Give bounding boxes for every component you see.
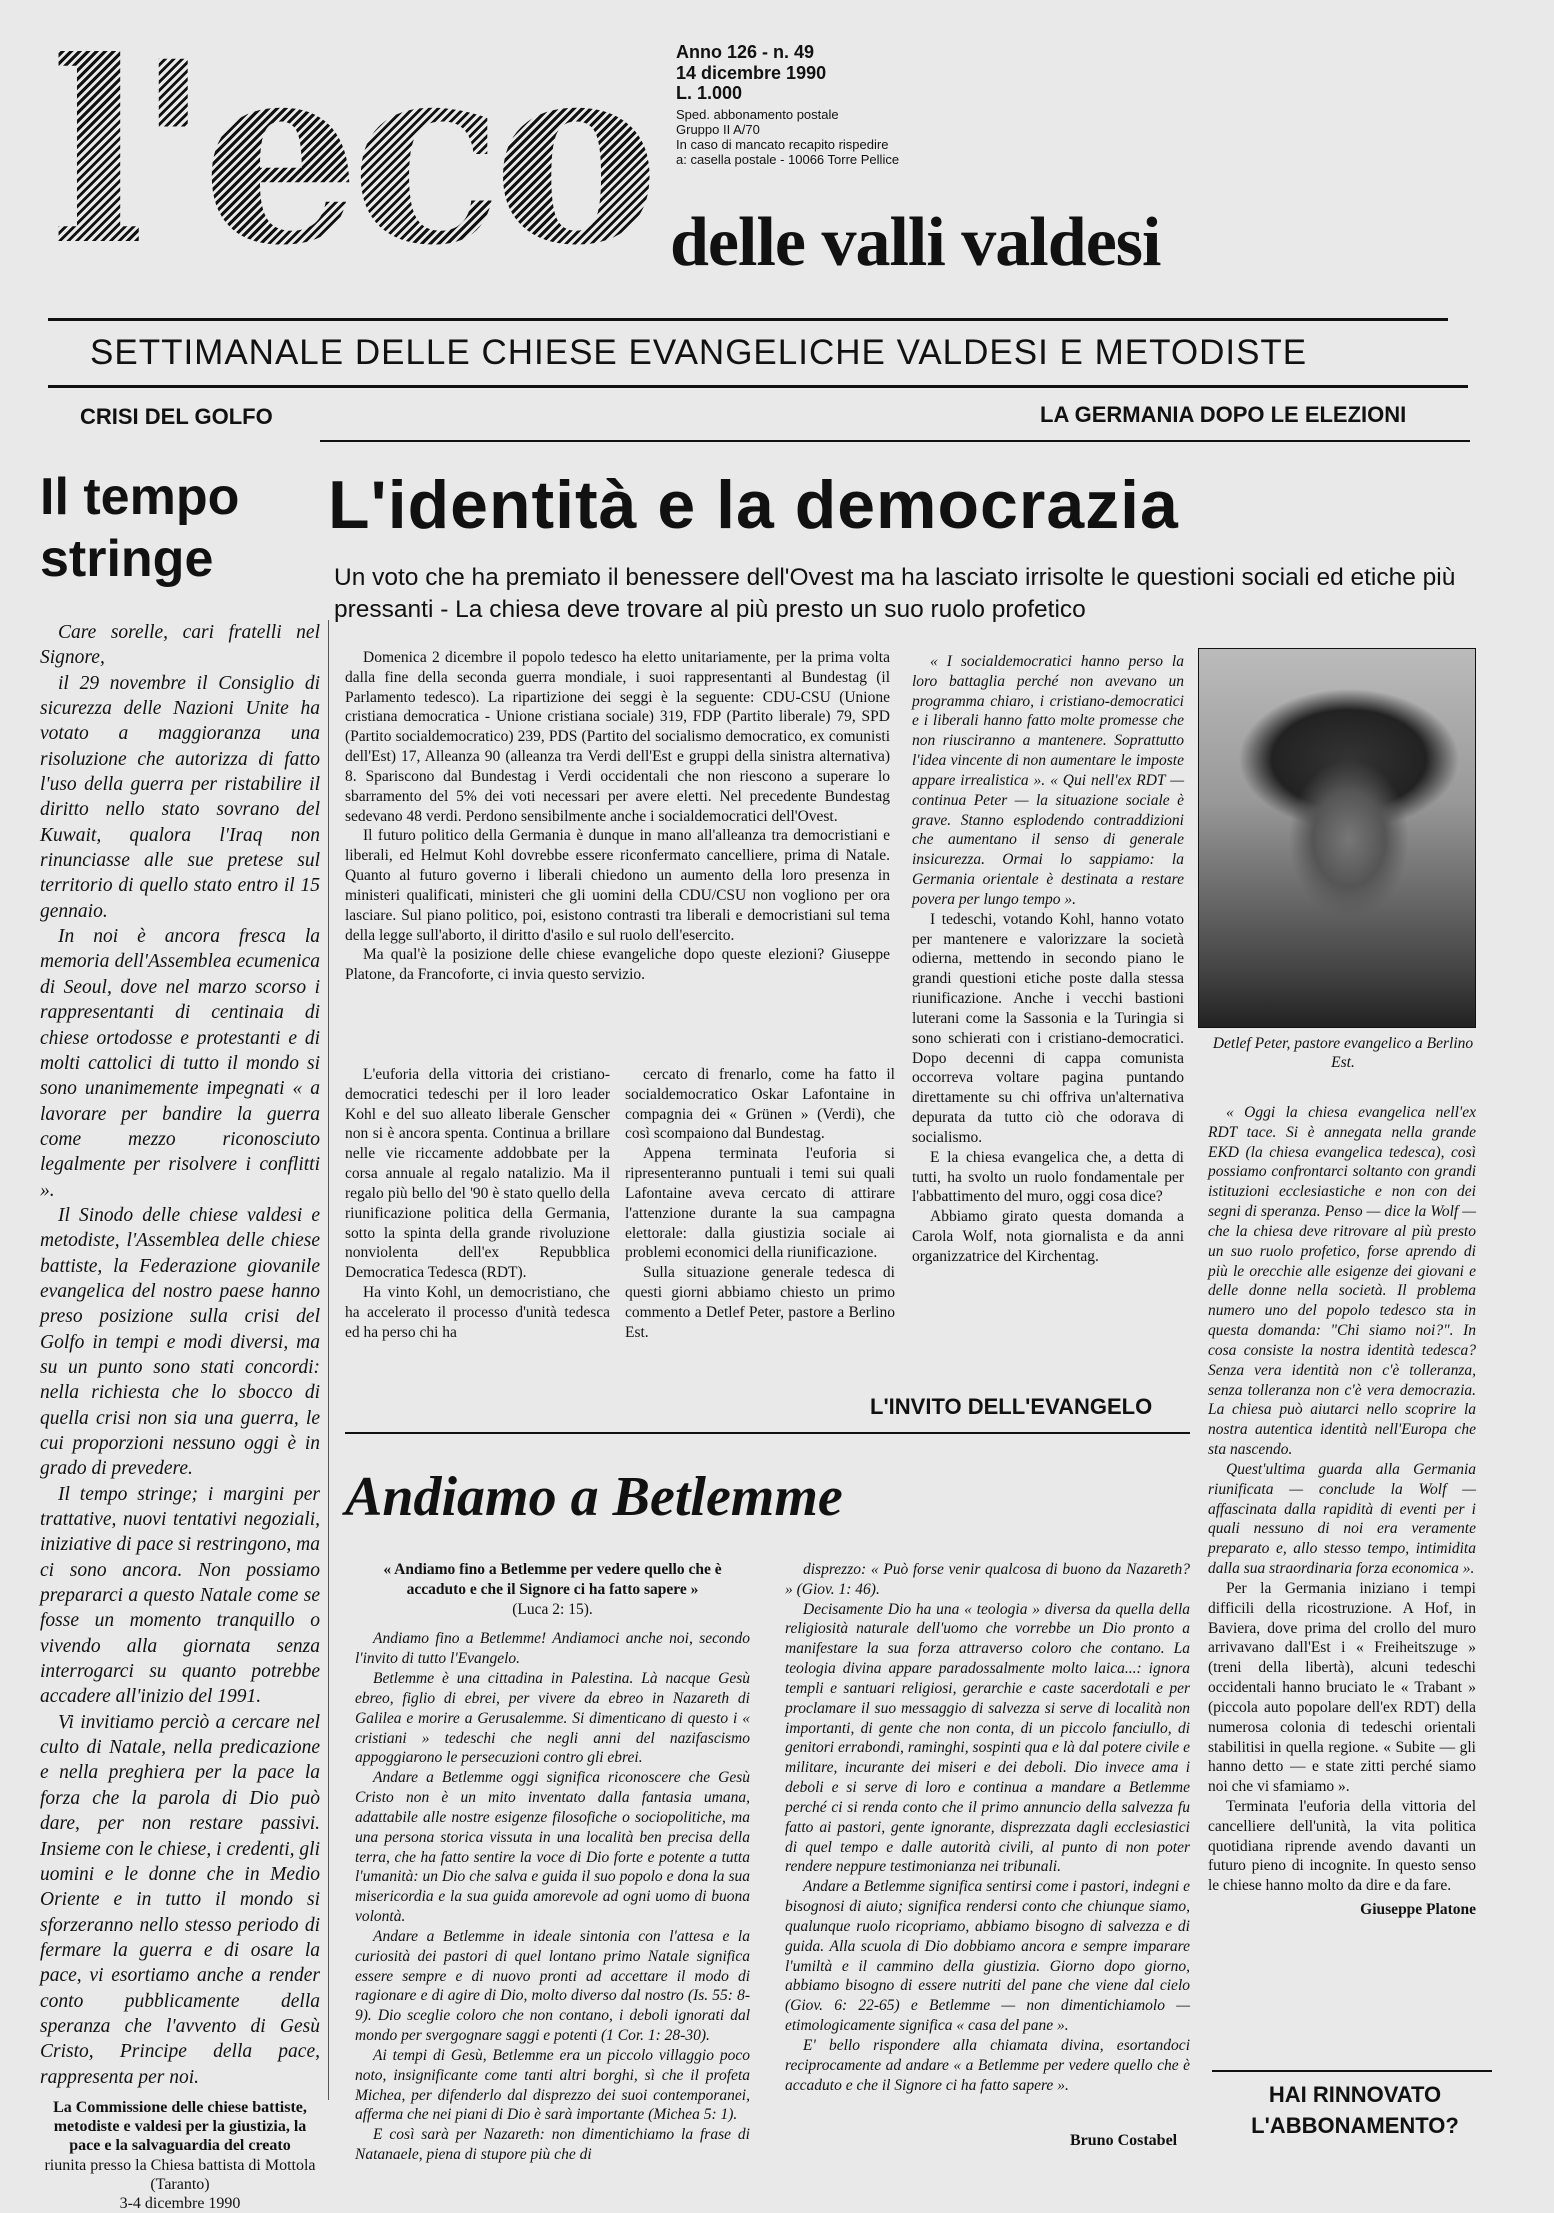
left-kicker: CRISI DEL GOLFO [80, 404, 273, 429]
main-author: Giuseppe Platone [1360, 1901, 1476, 1919]
betlemme-col-b: disprezzo: « Può forse venir qualcosa di buono da Nazareth? » (Giov. 1: 46). Decisamente Dio ha una « teologia » diversa da quella della religiosità naturale dell'uomo che vorrebbe un Dio pronto a manifestare la sua forza attraverso coloro che contano. La teologia divina appare paradossalmente molto laica...: ignora templi e santuari religiosi, gerarchie e caste sacerdotali e per proclamare il suo messaggio di salvezza si serve di località non importanti, di gente che non conta, di un piccolo fanciullo, di genitori errabondi, raminghi, sospinti qua e là dal potere civile e militare, incurante dei miseri e dei deboli. Dio invece ama i deboli e si serve di loro e continua a mandare a Betlemme perché ci si renda conto che il primo annuncio della salvezza fu fatto ai pastori, gente ignorante, disprezzata dagli ecclesiastici di quel tempo e dalle autorità civili, al punto di non poter rendere neppure testimonianza nei tribunali. Andare a Betlemme significa sentirsi come i pastori, indegni e bisognosi di aiuto; significa rendersi conto che chiunque siamo, qualunque ruolo ricopriamo, abbiamo bisogno di salvezza e di guida. Alla scuola di Dio dobbiamo ancora e sempre imparare l'umiltà e il cammino della giustizia. Giorno dopo giorno, abbiamo bisogno di essere nutriti del pane che viene dal cielo (Giov. 6: 22-65) e Betlemme — non dimentichiamolo — etimologicamente significa « casa del pane ». E' bello rispondere alla chiamata divina, esortandoci reciprocamente ad andare « a Betlemme per vedere quello che è accaduto e che il Signore ci ha fatto sapere ». [785, 1561, 1190, 2094]
postal-line-2: Gruppo II A/70 [676, 122, 760, 137]
main-title: L'identità e la democrazia [328, 467, 1179, 543]
kicker-rule [320, 440, 1470, 442]
main-intro: Domenica 2 dicembre il popolo tedesco ha eletto unitariamente, per la prima volta dalla fine della seconda guerra mondiale, i suoi rappresentanti al Bundestag (il Parlamento tedesco). La ripartizione dei seggi è la seguente: CDU-CSU (Unione cristiana democratica - Unione cristiana sociale) 319, FDP (Partito liberale) 79, SPD (Partito socialdemocratico) 239, PDS (Partito del socialismo democratico, ex comunisti dell'Est) 17, Alleanza 90 (alleanza tra Verdi dell'Est e gruppi della sinistra alternativa) 8. Spariscono dal Bundestag i Verdi occidentali che non riescono a superare lo sbarramento del 5% dei voti necessari per avere eletti. Nel precedente Bundestag sedevano 48 verdi. Perdono sensibilmente anche i socialdemocratici dell'Ovest. Il futuro politico della Germania è dunque in mano all'alleanza tra democristiani e liberali, ed Helmut Kohl dovrebbe essere riconfermato cancelliere, prima di Natale. Quanto al futuro governo i liberali chiedono un aumento della loro presenza in ministeri qualificati, ministeri che gli uomini della CDU/CSU non vogliono per ora lasciare. Sul piano politico, poi, esistono contrasti tra liberali e democristiani sul tema della legge sull'aborto, il diritto d'asilo e sul ruolo dell'esercito. Ma qual'è la posizione delle chiese evangeliche dopo queste elezioni? Giuseppe Platone, da Francoforte, ci invia questo servizio. [345, 649, 890, 984]
main-subtitle: Un voto che ha premiato il benessere dell'Ovest ma ha lasciato irrisolte le questioni sociali ed etiche più pressanti - La chiesa deve trovare al più presto un suo ruolo profetico [334, 564, 1456, 623]
postal-line-4: a: casella postale - 10066 Torre Pellice [676, 151, 900, 167]
left-signature-date: 3-4 dicembre 1990 [119, 2194, 241, 2212]
masthead-logo: l'eco [50, 6, 650, 300]
betlemme-rule [345, 1432, 1190, 1434]
main-col-c: « I socialdemocratici hanno perso la loro battaglia perché non avevano un programma chiaro, i cristiano-democratici e i liberali hanno fatto molte promesse che non riusciranno a mantenere. Soprattutto l'idea vincente di non aumentare le imposte appare irrealistica ». « Qui nell'ex RDT — continua Peter — la situazione sociale è grave. Stanno esplodendo contraddizioni che aumentano il senso di generale insicurezza. Ormai lo sappiamo: la Germania orientale è destinata a restare povera per lungo tempo ». I tedeschi, votando Kohl, hanno votato per mantenere e valorizzare la società odierna, mettendo in secondo piano le grandi questioni etiche poste dalla stessa riunificazione. Anche i vecchi bastioni luterani come la Sassonia e la Turingia si sono schierati con i cristiano-democratici. Dopo decenni di cappa comunista occorreva voltare pagina puntando direttamente su chi offriva un'alternativa depurata da tutto ciò che odorava di socialismo. E la chiesa evangelica che, a detta di tutti, ha svolto un ruolo fondamentale per l'abbattimento del muro, oggi cosa dice? Abbiamo girato questa domanda a Carola Wolf, nota giornalista e da anni organizzatrice del Kirchentag. [912, 653, 1184, 1265]
left-article-body: Care sorelle, cari fratelli nel Signore, il 29 novembre il Consiglio di sicurezza delle Nazioni Unite ha votato a maggioranza una risoluzione che autorizza di fatto l'uso della guerra per ristabilire il diritto nello stato sovrano del Kuwait, qualora l'Iraq non rinunciasse alle sue pretese sul territorio di quello stato entro il 15 gennaio. In noi è ancora fresca la memoria dell'Assemblea ecumenica di Seoul, dove nel marzo scorso i rappresentanti di centinaia di chiese ortodosse e protestanti e di molti cattolici di tutto il mondo si sono unanimemente impegnati « a lavorare per bandire la guerra come mezzo riconosciuto legalmente per risolvere i conflitti ». Il Sinodo delle chiese valdesi e metodiste, l'Assemblea delle chiese battiste, la Federazione giovanile evangelica del nostro paese hanno preso posizione sulla crisi del Golfo in tempi e modi diversi, ma su un punto sono stati concordi: nella richiesta che lo sbocco di quella crisi non sia una guerra, le cui proporzioni nessuno oggi è in grado di prevedere. Il tempo stringe; i margini per trattative, nuovi tentativi negoziali, iniziative di pace si restringono, ma ci sono ancora. Non possiamo prepararci a questo Natale come se fosse un momento tranquillo o vivendo alla giornata senza interrogarci su quanto potrebbe accadere all'inizio del 1991. Vi invitiamo perciò a cercare nel culto di Natale, nella predicazione e nella preghiera per la pace la forza che la parola di Dio può dare, per non restare passivi. Insieme con le chiese, i credenti, gli uomini e le donne che in Medio Oriente e in tutto il mondo si sforzeranno nello stesso periodo di fermare la guerra e di osare la pace, vi esortiamo anche a render conto pubblicamente della speranza che l'avvento di Gesù Cristo, Principe della pace, rappresenta per noi. La Commissione delle chiese battiste, metodiste e valdesi per la giustizia, la pace e la salvaguardia del creato riunita presso la Chiesa battista di Mottola (Taranto) 3-4 dicembre 1990 [40, 622, 320, 2212]
masthead-rule-bottom [48, 385, 1468, 388]
main-col-a: L'euforia della vittoria dei cristiano-democratici tedeschi per il loro leader Kohl e del suo alleato liberale Genscher non si è ancora spenta. Continua a brillare nelle vie riccamente addobbate per la corsa annuale al regalo natalizio. Ma il regalo più bello del '90 è stato quello della riunificazione politica della Germania, sotto la spinta della grande rivoluzione nonviolenta dell'ex Repubblica Democratica Tedesca (RDT). Ha vinto Kohl, un democristiano, che ha accelerato il processo d'unità tedesca ed ha perso chi ha [345, 1066, 610, 1341]
main-col-b: cercato di frenarlo, come ha fatto il socialdemocratico Oskar Lafontaine in compagnia dei « Grünen » (Verdi), che così scompaiono dal Bundestag. Appena terminata l'euforia si ripresenteranno puntuali i temi sui quali Lafontaine aveva cercato di attirare l'attenzione durante la sua campagna elettorale: dalla giustizia sociale ai problemi economici della riunificazione. Sulla situazione generale tedesca di questi giorni abbiamo chiesto un primo commento a Detlef Peter, pastore a Berlino Est. [625, 1066, 895, 1341]
masthead-tagline: SETTIMANALE DELLE CHIESE EVANGELICHE VALDESI E METODISTE [90, 333, 1308, 372]
masthead-rule-top [48, 318, 1448, 321]
betlemme-epigraph: « Andiamo fino a Betlemme per vedere quello che è accaduto e che il Signore ci ha fatto sapere » [383, 1561, 722, 1598]
photo-detlef-peter [1198, 648, 1476, 1028]
promo-rule [1212, 2070, 1492, 2072]
subscription-promo: HAI RINNOVATO L'ABBONAMENTO? [1251, 2082, 1459, 2138]
issue-date: 14 dicembre 1990 [676, 62, 827, 83]
betlemme-title: Andiamo a Betlemme [345, 1466, 843, 1528]
betlemme-author: Bruno Costabel [1070, 2132, 1178, 2149]
issue-price: L. 1.000 [676, 83, 743, 104]
left-title: Il tempo stringe [40, 468, 240, 589]
left-signature-place: riunita presso la Chiesa battista di Mottola (Taranto) [44, 2156, 316, 2193]
postal-line-3: In caso di mancato recapito rispedire [676, 136, 889, 152]
issue-number: Anno 126 - n. 49 [676, 42, 815, 62]
photo-caption: Detlef Peter, pastore evangelico a Berlino Est. [1212, 1035, 1474, 1072]
main-kicker: LA GERMANIA DOPO LE ELEZIONI [1040, 402, 1407, 427]
betlemme-col-a: « Andiamo fino a Betlemme per vedere quello che è accaduto e che il Signore ci ha fatto sapere » (Luca 2: 15). Andiamo fino a Betlemme! Andiamoci anche noi, secondo l'invito di tutto l'Evangelo. Betlemme è una cittadina in Palestina. Là nacque Gesù ebreo, figlio di ebrei, per vivere da ebreo in Nazareth di Galilea e morire a Gerusalemme. Si dimenticano di questo i « cristiani » tedeschi che negli anni del nazifascismo appoggiarono le persecuzioni contro gli ebrei. Andare a Betlemme oggi significa riconoscere che Gesù Cristo non è un mito inventato dalla fantasia umana, adattabile alle nostre esigenze filosofiche o sociopolitiche, ma una persona storica vissuta in una località ben precisa della terra, che ha fatto sentire la voce di Dio forte e potente a tutta l'umanità: un Dio che salva e guida il suo popolo e dona la sua misericordia e la sua guida amorevole ad ogni uomo di buona volontà. Andare a Betlemme in ideale sintonia con l'attesa e la curiosità dei pastori di quel lontano primo Natale significa essere sempre e di nuovo pronti ad accettare il modo di ragionare e di agire di Dio, molto diverso dal nostro (Is. 55: 8-9). Dio sceglie coloro che non contano, i deboli ignorati dal mondo per svergognare saggi e potenti (1 Cor. 1: 28-30). Ai tempi di Gesù, Betlemme era un piccolo villaggio poco noto, insignificante come tanti altri borghi, sì che il profeta Michea, per difenderlo dal disprezzo dei suoi contemporanei, afferma che nei piani di Dio è sarà importante (Michea 5: 1). E così sarà per Nazareth: non dimentichiamo la frase di Natanaele, piena di stupore più che di [355, 1561, 750, 2164]
left-signature: La Commissione delle chiese battiste, metodiste e valdesi per la giustizia, la pace e la salvaguardia del creato [53, 2098, 307, 2155]
postal-line-1: Sped. abbonamento postale [676, 107, 839, 123]
betlemme-kicker: L'INVITO DELL'EVANGELO [870, 1394, 1153, 1419]
main-col-d: « Oggi la chiesa evangelica nell'ex RDT tace. Si è annegata nella grande EKD (la chiesa evangelica tedesca), così possiamo confrontarci soltanto con grandi istituzioni ecclesiastiche e non con dei segni di speranza. Penso — dice la Wolf — che la chiesa deve ritrovare al più presto un suo ruolo profetico, forse aprendo di più le orecchie alle esigenze dei giovani e delle donne nella società. Il problema numero uno del popolo tedesco sta in questa domanda: "Chi siamo noi?". In cosa consiste la nostra identità tedesca? Senza vera identità non c'è tolleranza, senza tolleranza non c'è vera democrazia. La chiesa può aiutarci nello scoprire la nostra autentica identità nell'Europa che sta nascendo. Quest'ultima guarda alla Germania riunificata — conclude la Wolf — affascinata dalla rapidità di eventi per i quali nessuno di noi era veramente preparato e, allo stesso tempo, intimidita dalla sua straordinaria forza economica ». Per la Germania iniziano i tempi difficili della ricostruzione. A Hof, in Baviera, dove prima del crollo del muro arrivavano dall'Est i « Freiheitszuge » (treni della libertà), alcuni tedeschi occidentali hanno bruciato le « Trabant » (piccola auto popolare dell'ex RDT) della numerosa colonia di tedeschi orientali stabilitisi in quella regione. « Subite — gli hanno detto — e state zitti perché siamo noi che vi sfamiamo ». Terminata l'euforia della vittoria del cancelliere dell'unità, la vita politica quotidiana riprende avendo davanti un futuro pieno di incognite. In questo senso le chiese hanno molto da dire e da fare. Giuseppe Platone [1208, 1104, 1476, 1919]
betlemme-epigraph-ref: (Luca 2: 15). [512, 1600, 593, 1618]
masthead-subtitle: delle valli valdesi [670, 204, 1161, 281]
issue-info [676, 42, 956, 168]
column-divider [328, 620, 329, 2100]
